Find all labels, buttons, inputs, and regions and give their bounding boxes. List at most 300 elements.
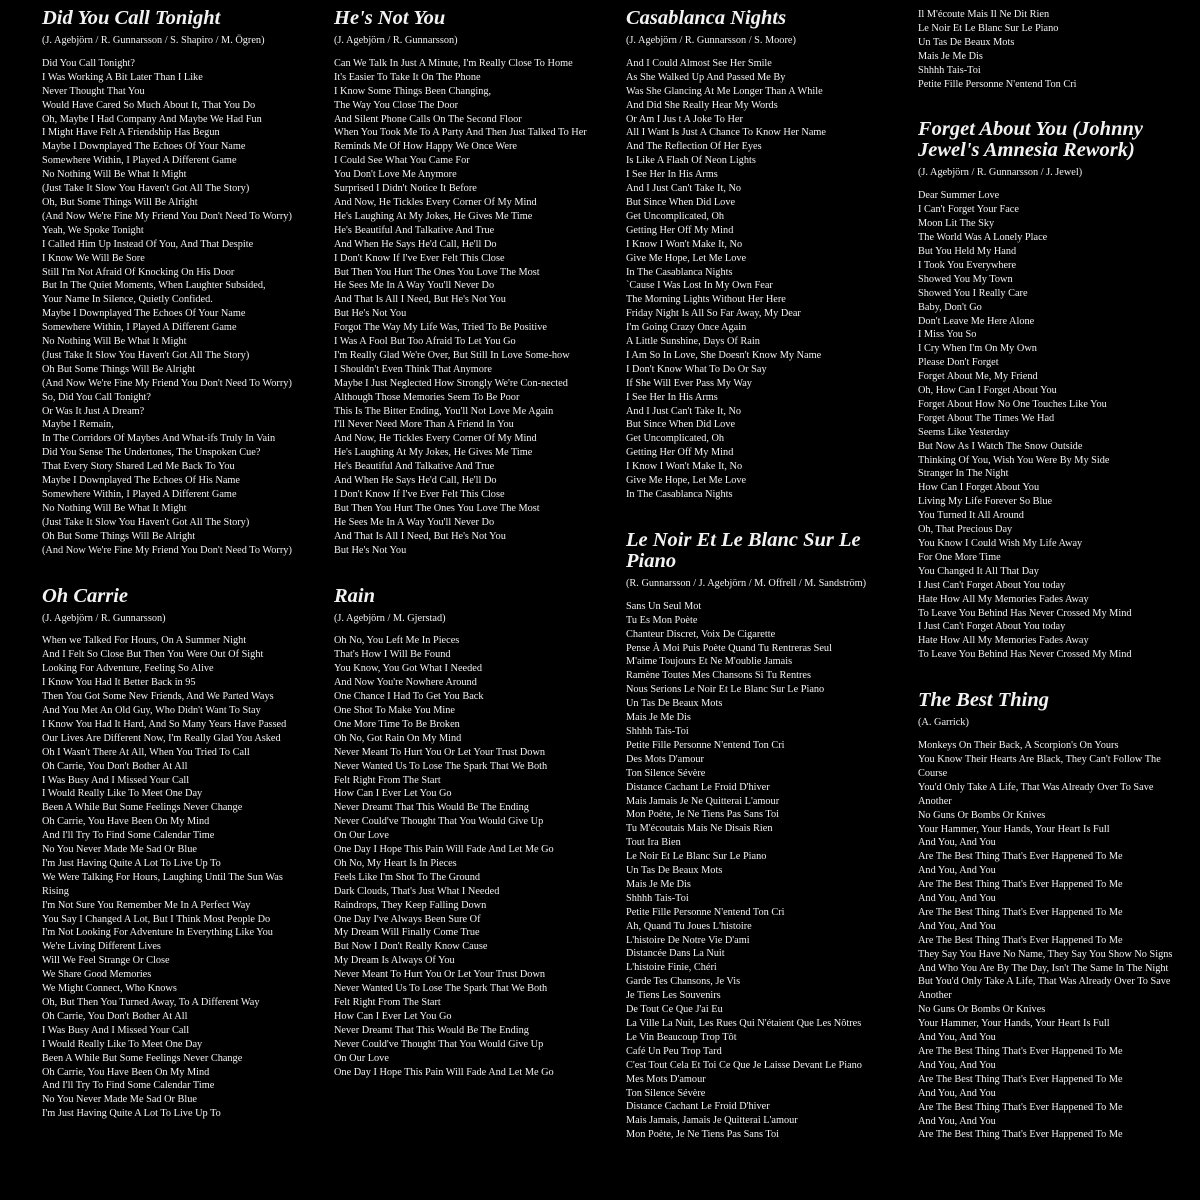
lyric-line: When You Took Me To A Party And Then Just Talked To Her bbox=[334, 127, 587, 139]
lyric-line: You Know Their Hearts Are Black, They Can't Follow The Course bbox=[918, 753, 1161, 779]
lyric-line: Stranger In The Night bbox=[918, 468, 1009, 480]
lyric-line: (And Now We're Fine My Friend You Don't Need To Worry) bbox=[42, 377, 292, 389]
lyric-line: (Just Take It Slow You Haven't Got All The Story) bbox=[42, 516, 250, 528]
lyric-line: This Is The Bitter Ending, You'll Not Love Me Again bbox=[334, 405, 554, 417]
lyric-line: On Our Love bbox=[334, 830, 389, 842]
lyric-line: The Way You Close The Door bbox=[334, 99, 459, 111]
lyric-line: Maybe I Downplayed The Echoes Of Your Name bbox=[42, 141, 246, 153]
lyric-line: My Dream Is Always Of You bbox=[334, 955, 455, 967]
lyric-line: Oh I Wasn't There At All, When You Tried To Call bbox=[42, 746, 250, 758]
lyric-line: Please Don't Forget bbox=[918, 357, 999, 369]
lyric-line: When we Talked For Hours, On A Summer Night bbox=[42, 635, 247, 647]
lyric-line: Are The Best Thing That's Ever Happened To Me bbox=[918, 1129, 1123, 1141]
lyric-line: You Say I Changed A Lot, But I Think Most People Do bbox=[42, 913, 271, 925]
lyric-line: Oh No, My Heart Is In Pieces bbox=[334, 857, 457, 869]
lyric-line: And I Could Almost See Her Smile bbox=[626, 57, 772, 69]
lyric-line: I Was Busy And I Missed Your Call bbox=[42, 774, 190, 786]
lyric-line: Ton Silence Sévère bbox=[626, 767, 706, 779]
lyric-line: Are The Best Thing That's Ever Happened To Me bbox=[918, 879, 1123, 891]
lyric-line: Oh Carrie, You Don't Bother At All bbox=[42, 760, 188, 772]
lyric-line: Did You Sense The Undertones, The Unspoken Cue? bbox=[42, 447, 261, 459]
lyric-line: I'm Really Glad We're Over, But Still In Love Some-how bbox=[334, 349, 570, 361]
lyric-line: Pense À Moi Puis Poète Quand Tu Rentreras Seul bbox=[626, 642, 832, 654]
lyric-line: No Nothing Will Be What It Might bbox=[42, 169, 187, 181]
song-credits: (J. Agebjörn / R. Gunnarsson) bbox=[334, 35, 458, 46]
lyric-line: Never Dreamt That This Would Be The Ending bbox=[334, 802, 529, 814]
song-credits: (R. Gunnarsson / J. Agebjörn / M. Offrell / M. Sandström) bbox=[626, 577, 867, 589]
lyric-line: Shhhh Tais-Toi bbox=[626, 892, 689, 904]
lyric-line: And Now, He Tickles Every Corner Of My Mind bbox=[334, 433, 537, 445]
lyric-line: Un Tas De Beaux Mots bbox=[626, 698, 723, 710]
lyric-line: I Just Can't Forget About You today bbox=[918, 621, 1066, 633]
lyric-line: I Can't Forget Your Face bbox=[918, 204, 1019, 216]
lyric-line: You Changed It All That Day bbox=[918, 565, 1039, 577]
lyrics-list bbox=[334, 57, 596, 558]
lyric-line: How Can I Ever Let You Go bbox=[334, 1010, 452, 1022]
lyric-line: Been A While But Some Feelings Never Change bbox=[42, 802, 243, 814]
lyric-line: He Sees Me In A Way You'll Never Do bbox=[334, 516, 495, 528]
lyric-line: Don't Leave Me Here Alone bbox=[918, 315, 1035, 327]
lyric-line: No Guns Or Bombs Or Knives bbox=[918, 1004, 1046, 1016]
lyric-line: One Day I Hope This Pain Will Fade And Let Me Go bbox=[334, 1066, 554, 1078]
lyric-line: Never Thought That You bbox=[42, 85, 145, 97]
lyric-line: And You, And You bbox=[918, 893, 996, 905]
lyric-line: I Miss You So bbox=[918, 329, 977, 341]
lyric-line: I'm Not Sure You Remember Me In A Perfect Way bbox=[42, 899, 251, 911]
lyric-line: Yeah, We Spoke Tonight bbox=[42, 224, 144, 236]
lyric-line: Mais Jamais, Jamais Je Quitterai L'amour bbox=[626, 1115, 798, 1127]
lyric-line: Living My Life Forever So Blue bbox=[918, 496, 1053, 508]
lyric-line: (And Now We're Fine My Friend You Don't Need To Worry) bbox=[42, 210, 292, 222]
lyric-line: Would Have Cared So Much About It, That You Do bbox=[42, 99, 256, 111]
lyric-line: Oh Carrie, You Have Been On My Mind bbox=[42, 1066, 210, 1078]
lyric-line: (Just Take It Slow You Haven't Got All The Story) bbox=[42, 183, 250, 195]
lyric-line: Oh But Some Things Will Be Alright bbox=[42, 363, 196, 375]
lyric-line: Getting Her Off My Mind bbox=[626, 447, 734, 459]
lyric-line: Tu M'écoutais Mais Ne Disais Rien bbox=[626, 823, 773, 835]
lyric-line: Oh, Maybe I Had Company And Maybe We Had Fun bbox=[42, 113, 262, 125]
lyric-line: I Was Working A Bit Later Than I Like bbox=[42, 71, 203, 83]
lyric-line: Never Wanted Us To Lose The Spark That We Both bbox=[334, 983, 548, 995]
lyric-line: Un Tas De Beaux Mots bbox=[918, 36, 1015, 48]
song-credits: (J. Agebjörn / R. Gunnarsson) bbox=[42, 612, 166, 624]
lyric-line: But He's Not You bbox=[334, 308, 407, 320]
lyric-line: I Am So In Love, She Doesn't Know My Name bbox=[626, 349, 822, 361]
lyric-line: Our Lives Are Different Now, I'm Really Glad You Asked bbox=[42, 732, 281, 744]
lyric-line: Baby, Don't Go bbox=[918, 301, 982, 313]
lyric-line: But Now As I Watch The Snow Outside bbox=[918, 440, 1083, 452]
lyric-line: I Was A Fool But Too Afraid To Let You Go bbox=[334, 336, 516, 348]
lyric-line: I'm Going Crazy Once Again bbox=[626, 322, 747, 334]
lyric-line: Ton Silence Sévère bbox=[626, 1087, 706, 1099]
lyric-line: No Nothing Will Be What It Might bbox=[42, 336, 187, 348]
lyric-line: I'm Not Looking For Adventure In Everything Like You bbox=[42, 927, 273, 939]
lyric-line: For One More Time bbox=[918, 551, 1001, 563]
lyric-line: One Shot To Make You Mine bbox=[334, 704, 455, 716]
lyric-line: The Morning Lights Without Her Here bbox=[626, 294, 786, 306]
lyric-line: Mais Je Me Dis bbox=[626, 712, 691, 724]
lyric-line: Le Noir Et Le Blanc Sur Le Piano bbox=[918, 22, 1059, 34]
lyric-line: Never Could've Thought That You Would Give Up bbox=[334, 816, 544, 828]
lyric-line: It's Easier To Take It On The Phone bbox=[334, 71, 481, 83]
lyric-line: Oh But Some Things Will Be Alright bbox=[42, 530, 196, 542]
lyric-line: And You, And You bbox=[918, 865, 996, 877]
lyric-line: Forget About Me, My Friend bbox=[918, 371, 1038, 383]
lyric-line: I'll Never Need More Than A Friend In You bbox=[334, 419, 514, 431]
lyric-line: Although Those Memories Seem To Be Poor bbox=[334, 391, 520, 403]
lyric-line: Showed You I Really Care bbox=[918, 287, 1028, 299]
lyric-line: You'd Only Take A Life, That Was Already Over To Save Another bbox=[918, 781, 1154, 807]
lyric-line: And I Felt So Close But Then You Were Out Of Sight bbox=[42, 649, 264, 661]
lyric-line: And When He Says He'd Call, He'll Do bbox=[334, 475, 497, 487]
lyric-line: Moon Lit The Sky bbox=[918, 218, 995, 230]
lyric-line: Sans Un Seul Mot bbox=[626, 600, 702, 612]
lyric-line: Chanteur Discret, Voix De Cigarette bbox=[626, 628, 776, 640]
song-block bbox=[42, 586, 304, 1122]
lyrics-list bbox=[626, 57, 888, 502]
song-title: The Best Thing bbox=[918, 689, 1049, 712]
lyric-line: But Since When Did Love bbox=[626, 196, 736, 208]
lyric-line: Tu Es Mon Poète bbox=[626, 614, 698, 626]
lyric-line: But In The Quiet Moments, When Laughter Subsided, bbox=[42, 280, 266, 292]
lyric-line: I Know I Won't Make It, No bbox=[626, 461, 743, 473]
lyric-line: But Then You Hurt The Ones You Love The Most bbox=[334, 266, 540, 278]
lyric-line: Showed You My Town bbox=[918, 273, 1013, 285]
lyric-line: I Would Really Like To Meet One Day bbox=[42, 788, 203, 800]
lyric-line: Somewhere Within, I Played A Different Game bbox=[42, 155, 237, 167]
lyric-line: Never Meant To Hurt You Or Let Your Trust Down bbox=[334, 746, 546, 758]
lyrics-list bbox=[42, 57, 304, 558]
lyric-line: If She Will Ever Pass My Way bbox=[626, 377, 752, 389]
lyric-line: Oh, How Can I Forget About You bbox=[918, 385, 1057, 397]
lyric-line: But You Held My Hand bbox=[918, 245, 1017, 257]
lyric-line: Petite Fille Personne N'entend Ton Cri bbox=[626, 906, 785, 918]
lyric-line: All I Want Is Just A Chance To Know Her Name bbox=[626, 127, 826, 139]
lyric-line: Did You Call Tonight? bbox=[42, 57, 135, 69]
lyric-line: Then You Got Some New Friends, And We Parted Ways bbox=[42, 691, 274, 703]
song-title: Casablanca Nights bbox=[626, 7, 787, 29]
lyric-line: Petite Fille Personne N'entend Ton Cri bbox=[918, 78, 1077, 90]
lyric-line: Oh No, You Left Me In Pieces bbox=[334, 635, 460, 647]
lyric-line: Oh, But Some Things Will Be Alright bbox=[42, 196, 198, 208]
lyric-line: So, Did You Call Tonight? bbox=[42, 391, 151, 403]
lyric-line: Been A While But Some Feelings Never Change bbox=[42, 1052, 243, 1064]
lyric-line: I See Her In His Arms bbox=[626, 391, 718, 403]
lyric-line: Getting Her Off My Mind bbox=[626, 224, 734, 236]
column-1 bbox=[42, 8, 304, 1149]
lyric-line: I Was Busy And I Missed Your Call bbox=[42, 1024, 190, 1036]
lyric-line: L'histoire Finie, Chéri bbox=[626, 962, 717, 974]
lyric-line: (Just Take It Slow You Haven't Got All The Story) bbox=[42, 349, 250, 361]
lyric-line: But Since When Did Love bbox=[626, 419, 736, 431]
lyric-line: And I'll Try To Find Some Calendar Time bbox=[42, 830, 215, 842]
lyric-line: Forgot The Way My Life Was, Tried To Be Positive bbox=[334, 322, 547, 334]
lyric-line: Maybe I Just Neglected How Strongly We're Con-nected bbox=[334, 377, 568, 389]
lyric-line: Looking For Adventure, Feeling So Alive bbox=[42, 663, 214, 675]
lyrics-list bbox=[334, 634, 596, 1079]
lyric-line: C'est Tout Cela Et Toi Ce Que Je Laisse Devant Le Piano bbox=[626, 1059, 862, 1071]
lyric-line: Mes Mots D'amour bbox=[626, 1073, 706, 1085]
lyric-line: I See Her In His Arms bbox=[626, 169, 718, 181]
lyric-line: And When He Says He'd Call, He'll Do bbox=[334, 238, 497, 250]
lyric-line: Maybe I Downplayed The Echoes Of His Name bbox=[42, 475, 240, 487]
lyric-line: Never Meant To Hurt You Or Let Your Trust Down bbox=[334, 969, 546, 981]
lyric-line: On Our Love bbox=[334, 1052, 389, 1064]
song-credits: (J. Agebjörn / R. Gunnarsson / S. Shapiro / M. Ögren) bbox=[42, 35, 265, 46]
song-block bbox=[334, 8, 596, 558]
lyric-line: De Tout Ce Que J'ai Eu bbox=[626, 1004, 723, 1016]
lyric-line: Somewhere Within, I Played A Different Game bbox=[42, 322, 237, 334]
lyric-line: I Know Some Things Been Changing, bbox=[334, 85, 492, 97]
song-block bbox=[626, 530, 888, 1142]
lyric-line: We're Living Different Lives bbox=[42, 941, 161, 953]
lyric-line: L'histoire De Notre Vie D'ami bbox=[626, 934, 750, 946]
lyric-line: (And Now We're Fine My Friend You Don't Need To Worry) bbox=[42, 544, 292, 556]
lyric-line: I Know I Won't Make It, No bbox=[626, 238, 743, 250]
song-title: He's Not You bbox=[334, 7, 446, 29]
lyric-line: Distance Cachant Le Froid D'hiver bbox=[626, 781, 770, 793]
lyric-line: And That Is All I Need, But He's Not You bbox=[334, 530, 506, 542]
lyric-line: And Silent Phone Calls On The Second Floor bbox=[334, 113, 522, 125]
lyric-line: Forget About The Times We Had bbox=[918, 412, 1055, 424]
lyric-line: And I Just Can't Take It, No bbox=[626, 405, 742, 417]
lyric-line: Get Uncomplicated, Oh bbox=[626, 433, 725, 445]
lyric-line: We Were Talking For Hours, Laughing Until The Sun Was Rising bbox=[42, 871, 283, 897]
lyric-line: I Might Have Felt A Friendship Has Begun bbox=[42, 127, 220, 139]
lyric-line: No You Never Made Me Sad Or Blue bbox=[42, 844, 198, 856]
lyric-line: Il M'écoute Mais Il Ne Dit Rien bbox=[918, 9, 1050, 20]
lyric-line: Hate How All My Memories Fades Away bbox=[918, 593, 1089, 605]
lyric-line: Shhhh Tais-Toi bbox=[626, 725, 689, 737]
lyric-line: Tout Ira Bien bbox=[626, 837, 681, 849]
lyric-line: That's How I Will Be Found bbox=[334, 649, 451, 661]
lyric-line: Maybe I Downplayed The Echoes Of Your Name bbox=[42, 308, 246, 320]
lyric-line: Feels Like I'm Shot To The Ground bbox=[334, 871, 481, 883]
lyric-line: You Don't Love Me Anymore bbox=[334, 169, 457, 181]
song-block bbox=[42, 8, 304, 558]
column-2 bbox=[334, 8, 596, 1107]
lyric-line: I Shouldn't Even Think That Anymore bbox=[334, 363, 492, 375]
lyric-line: Mon Poète, Je Ne Tiens Pas Sans Toi bbox=[626, 1129, 779, 1141]
lyric-line: Garde Tes Chansons, Je Vis bbox=[626, 976, 741, 988]
lyrics-list bbox=[42, 634, 304, 1121]
lyric-line: I Cry When I'm On My Own bbox=[918, 343, 1037, 355]
lyric-line: But He's Not You bbox=[334, 544, 407, 556]
song-block bbox=[918, 119, 1180, 662]
lyric-line: `Cause I Was Lost In My Own Fear bbox=[626, 280, 773, 292]
lyric-line: In The Casablanca Nights bbox=[626, 266, 733, 278]
song-block bbox=[918, 8, 1180, 91]
lyric-line: You Know, You Got What I Needed bbox=[334, 663, 482, 675]
lyric-line: Are The Best Thing That's Ever Happened To Me bbox=[918, 851, 1123, 863]
lyric-line: We Might Connect, Who Knows bbox=[42, 983, 177, 995]
lyric-line: You Know I Could Wish My Life Away bbox=[918, 538, 1083, 549]
lyrics-list bbox=[918, 189, 1180, 662]
lyric-line: He's Laughing At My Jokes, He Gives Me Time bbox=[334, 210, 533, 222]
song-block bbox=[334, 586, 596, 1080]
lyric-line: M'aime Toujours Et Ne M'oublie Jamais bbox=[626, 656, 793, 668]
lyric-line: Des Mots D'amour bbox=[626, 753, 704, 765]
lyric-line: Never Dreamt That This Would Be The Ending bbox=[334, 1024, 529, 1036]
lyric-line: Dark Clouds, That's Just What I Needed bbox=[334, 885, 500, 897]
song-title: Rain bbox=[334, 584, 376, 607]
lyric-line: I Called Him Up Instead Of You, And That Despite bbox=[42, 238, 254, 250]
lyric-line: Oh, But Then You Turned Away, To A Different Way bbox=[42, 997, 260, 1008]
lyric-line: One Day I Hope This Pain Will Fade And Let Me Go bbox=[334, 844, 554, 856]
lyric-line: Ramène Toutes Mes Chansons Si Tu Rentres bbox=[626, 670, 812, 682]
lyric-line: Your Hammer, Your Hands, Your Heart Is Full bbox=[918, 823, 1110, 835]
lyric-line: Is Like A Flash Of Neon Lights bbox=[626, 155, 756, 167]
lyric-line: In The Casablanca Nights bbox=[626, 489, 733, 500]
lyric-line: I Took You Everywhere bbox=[918, 259, 1017, 271]
lyric-line: Thinking Of You, Wish You Were By My Side bbox=[918, 454, 1110, 466]
song-credits: (J. Agebjörn / M. Gjerstad) bbox=[334, 612, 446, 624]
lyric-line: Surprised I Didn't Notice It Before bbox=[334, 183, 477, 195]
lyric-line: You Turned It All Around bbox=[918, 510, 1024, 522]
lyric-line: Je Tiens Les Souvenirs bbox=[626, 990, 721, 1002]
song-credits: (A. Garrick) bbox=[918, 717, 969, 729]
song-credits: (J. Agebjörn / R. Gunnarsson / S. Moore) bbox=[626, 35, 796, 46]
lyric-line: I Know You Had It Hard, And So Many Years Have Passed bbox=[42, 718, 287, 730]
lyric-line: Felt Right From The Start bbox=[334, 774, 441, 786]
lyric-line: Maybe I Remain, bbox=[42, 419, 114, 431]
lyric-line: And That Is All I Need, But He's Not You bbox=[334, 294, 506, 306]
lyric-line: Le Noir Et Le Blanc Sur Le Piano bbox=[626, 851, 767, 863]
column-4 bbox=[918, 8, 1180, 1170]
lyric-line: Distance Cachant Le Froid D'hiver bbox=[626, 1101, 770, 1113]
lyric-line: Shhhh Tais-Toi bbox=[918, 64, 981, 76]
lyric-line: Get Uncomplicated, Oh bbox=[626, 210, 725, 222]
lyric-line: Or Was It Just A Dream? bbox=[42, 405, 145, 417]
lyric-line: And Now You're Nowhere Around bbox=[334, 677, 477, 689]
lyric-line: I Could See What You Came For bbox=[334, 155, 470, 167]
song-title: Le Noir Et Le Blanc Sur Le Piano bbox=[626, 528, 861, 572]
song-title: Did You Call Tonight bbox=[42, 7, 221, 29]
lyric-line: Le Vin Beaucoup Trop Tôt bbox=[626, 1031, 737, 1043]
lyric-line: Oh No, Got Rain On My Mind bbox=[334, 732, 462, 744]
lyric-line: Oh Carrie, You Have Been On My Mind bbox=[42, 816, 210, 828]
lyric-line: Petite Fille Personne N'entend Ton Cri bbox=[626, 739, 785, 751]
lyric-line: Mais Je Me Dis bbox=[918, 50, 983, 62]
lyric-line: La Ville La Nuit, Les Rues Qui N'étaient Que Les Nôtres bbox=[626, 1018, 862, 1029]
lyric-line: Ah, Quand Tu Joues L'histoire bbox=[626, 920, 752, 932]
lyric-line: Oh, That Precious Day bbox=[918, 524, 1013, 536]
lyric-line: He's Beautiful And Talkative And True bbox=[334, 461, 495, 473]
lyric-line: No You Never Made Me Sad Or Blue bbox=[42, 1094, 198, 1106]
lyric-line: He's Beautiful And Talkative And True bbox=[334, 224, 495, 236]
lyric-line: No Guns Or Bombs Or Knives bbox=[918, 809, 1046, 821]
lyric-line: Dear Summer Love bbox=[918, 190, 1000, 202]
lyric-line: And You, And You bbox=[918, 1059, 996, 1071]
lyric-line: One Day I've Always Been Sure Of bbox=[334, 913, 481, 925]
lyric-line: We Share Good Memories bbox=[42, 969, 152, 981]
lyric-line: To Leave You Behind Has Never Crossed My Mind bbox=[918, 607, 1132, 619]
lyric-line: And Now, He Tickles Every Corner Of My Mind bbox=[334, 196, 537, 208]
lyric-line: And You, And You bbox=[918, 920, 996, 932]
lyric-line: Seems Like Yesterday bbox=[918, 426, 1010, 438]
lyric-line: Nous Serions Le Noir Et Le Blanc Sur Le Piano bbox=[626, 684, 825, 696]
lyric-line: He's Laughing At My Jokes, He Gives Me Time bbox=[334, 447, 533, 459]
lyrics-list bbox=[918, 739, 1180, 1142]
lyric-line: Mais Jamais Je Ne Quitterai L'amour bbox=[626, 795, 780, 807]
lyric-line: My Dream Will Finally Come True bbox=[334, 927, 480, 939]
lyric-line: Oh Carrie, You Don't Bother At All bbox=[42, 1010, 188, 1022]
lyric-line: I Would Really Like To Meet One Day bbox=[42, 1038, 203, 1050]
lyric-line: As She Walked Up And Passed Me By bbox=[626, 71, 786, 83]
lyric-line: Hate How All My Memories Fades Away bbox=[918, 635, 1089, 647]
lyric-line: They Say You Have No Name, They Say You Show No Signs bbox=[918, 948, 1173, 960]
lyric-line: But Now I Don't Really Know Cause bbox=[334, 941, 488, 953]
lyric-line: And I'll Try To Find Some Calendar Time bbox=[42, 1080, 215, 1092]
lyric-line: How Can I Ever Let You Go bbox=[334, 788, 452, 800]
lyric-line: But You'd Only Take A Life, That Was Already Over To Save Another bbox=[918, 976, 1171, 1002]
song-block bbox=[918, 690, 1180, 1142]
lyric-line: I Don't Know If I've Ever Felt This Close bbox=[334, 252, 505, 264]
lyric-line: And The Reflection Of Her Eyes bbox=[626, 141, 762, 153]
lyric-line: Never Could've Thought That You Would Give Up bbox=[334, 1038, 544, 1050]
lyrics-list bbox=[626, 600, 888, 1142]
lyric-line: Raindrops, They Keep Falling Down bbox=[334, 899, 487, 911]
lyric-line: Give Me Hope, Let Me Love bbox=[626, 475, 747, 487]
lyric-line: And Did She Really Hear My Words bbox=[626, 99, 778, 111]
lyric-line: Are The Best Thing That's Ever Happened To Me bbox=[918, 1101, 1123, 1113]
lyric-line: Forget About How No One Touches Like You bbox=[918, 398, 1107, 410]
lyric-line: Are The Best Thing That's Ever Happened To Me bbox=[918, 934, 1123, 946]
lyric-line: I Know You Had It Better Back in 95 bbox=[42, 677, 196, 689]
song-title: Forget About You (Johnny Jewel's Amnesia Rework) bbox=[918, 118, 1143, 162]
lyric-line: Was She Glancing At Me Longer Than A While bbox=[626, 85, 823, 97]
lyric-line: I'm Just Having Quite A Lot To Live Up To bbox=[42, 1108, 221, 1120]
lyric-line: Your Hammer, Your Hands, Your Heart Is Full bbox=[918, 1018, 1110, 1030]
lyric-line: A Little Sunshine, Days Of Rain bbox=[626, 336, 760, 348]
lyric-line: Reminds Me Of How Happy We Once Were bbox=[334, 141, 517, 153]
lyric-line: That Every Story Shared Led Me Back To You bbox=[42, 461, 235, 473]
lyric-line: And You, And You bbox=[918, 1115, 996, 1127]
lyric-line: One More Time To Be Broken bbox=[334, 718, 460, 730]
lyric-line: Or Am I Jus t A Joke To Her bbox=[626, 113, 743, 125]
lyric-line: I Don't Know If I've Ever Felt This Close bbox=[334, 489, 505, 500]
lyric-line: Are The Best Thing That's Ever Happened To Me bbox=[918, 1073, 1123, 1085]
lyric-line: And Who You Are By The Day, Isn't The Same In The Night bbox=[918, 962, 1169, 974]
lyric-line: Café Un Peu Trop Tard bbox=[626, 1045, 722, 1057]
lyric-line: To Leave You Behind Has Never Crossed My Mind bbox=[918, 649, 1132, 661]
lyric-line: Will We Feel Strange Or Close bbox=[42, 955, 170, 967]
lyric-line: Somewhere Within, I Played A Different Game bbox=[42, 489, 237, 500]
lyric-line: And You Met An Old Guy, Who Didn't Want To Stay bbox=[42, 704, 261, 716]
lyric-line: Distancée Dans La Nuit bbox=[626, 948, 725, 960]
lyric-line: Can We Talk In Just A Minute, I'm Really Close To Home bbox=[334, 57, 573, 69]
lyric-line: And You, And You bbox=[918, 837, 996, 849]
lyric-line: Your Name In Silence, Quietly Confided. bbox=[42, 294, 213, 306]
lyric-line: Still I'm Not Afraid Of Knocking On His Door bbox=[42, 266, 235, 278]
lyric-line: One Chance I Had To Get You Back bbox=[334, 691, 484, 703]
lyric-line: Mon Poète, Je Ne Tiens Pas Sans Toi bbox=[626, 809, 779, 821]
song-block bbox=[626, 8, 888, 502]
lyric-line: Felt Right From The Start bbox=[334, 997, 441, 1008]
lyric-line: No Nothing Will Be What It Might bbox=[42, 502, 187, 514]
lyric-line: Give Me Hope, Let Me Love bbox=[626, 252, 747, 264]
lyric-line: How Can I Forget About You bbox=[918, 482, 1040, 494]
song-credits: (J. Agebjörn / R. Gunnarsson / J. Jewel) bbox=[918, 167, 1083, 179]
lyric-line: I'm Just Having Quite A Lot To Live Up To bbox=[42, 857, 221, 869]
song-title: Oh Carrie bbox=[42, 584, 129, 607]
lyric-line: And I Just Can't Take It, No bbox=[626, 183, 742, 195]
lyric-line: And You, And You bbox=[918, 1087, 996, 1099]
lyric-line: I Just Can't Forget About You today bbox=[918, 579, 1066, 591]
lyric-line: I Don't Know What To Do Or Say bbox=[626, 363, 767, 375]
lyric-line: In The Corridors Of Maybes And What-ifs Truly In Vain bbox=[42, 433, 276, 445]
lyric-line: He Sees Me In A Way You'll Never Do bbox=[334, 280, 495, 292]
